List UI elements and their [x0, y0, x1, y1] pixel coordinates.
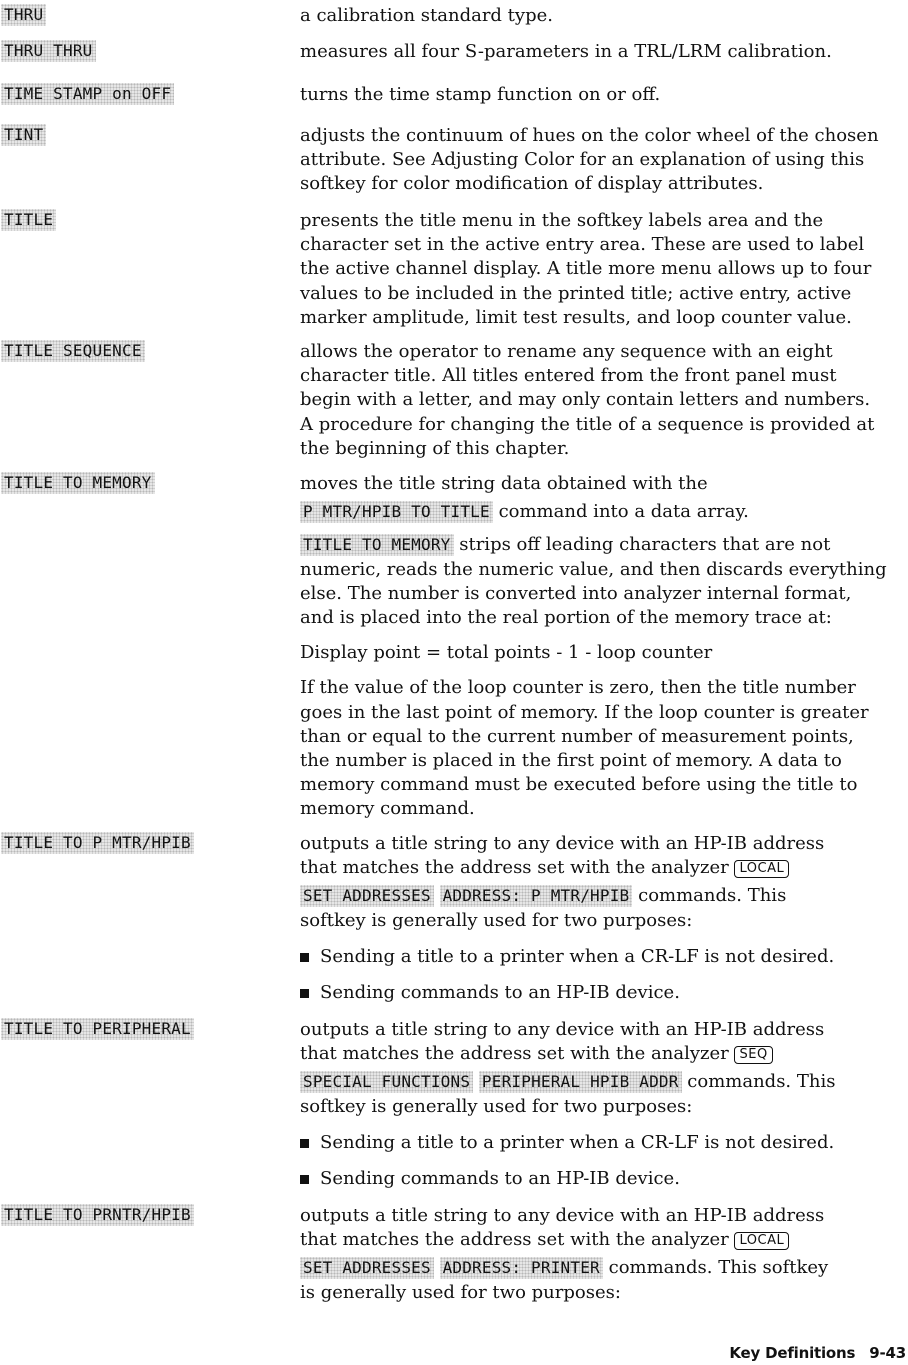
softkey-title: TITLE — [1, 209, 56, 231]
softkey-set-addresses: SET ADDRESSES — [300, 885, 434, 907]
list-item: Sending a title to a printer when a CR-LF is not desired. — [300, 945, 906, 969]
softkey-title-to-memory-inline: TITLE TO MEMORY — [300, 534, 454, 556]
description: presents the title menu in the softkey labels area and the character set in the active entry area. These are used to label the active channel display. A title more menu allows up to four values to be included in the printed title; active entry, active marker amplitude, limit test results, and loop counter value. — [300, 210, 872, 328]
description: outputs a title string to any device with an HP-IB address that matches the address set with the analyzer LOCAL SET ADDRESSES ADDRESS: PRINTER commands. This softkey is generally used for two purposes: — [300, 1205, 829, 1303]
softkey-title-sequence: TITLE SEQUENCE — [1, 340, 145, 362]
softkey-title-to-peripheral: TITLE TO PERIPHERAL — [1, 1018, 194, 1040]
hardkey-local: LOCAL — [734, 1232, 789, 1250]
hardkey-local: LOCAL — [734, 860, 789, 878]
list-item: Sending commands to an HP-IB device. — [300, 1167, 906, 1191]
description: outputs a title string to any device with an HP-IB address that matches the address set with the analyzer LOCAL SET ADDRESSES ADDRESS: P MTR/HPIB commands. This softkey is generally used for two purposes: Sending a title to a printer when a CR-LF is not desired. Sending commands to an HP-IB device. — [300, 832, 906, 1005]
bullet-square-icon — [300, 989, 309, 998]
bullet-square-icon — [300, 953, 309, 962]
list-item: Sending commands to an HP-IB device. — [300, 981, 906, 1005]
softkey-p-mtr-hpib-to-title: P MTR/HPIB TO TITLE — [300, 501, 493, 523]
softkey-set-addresses: SET ADDRESSES — [300, 1257, 434, 1279]
description: outputs a title string to any device with an HP-IB address that matches the address set with the analyzer SEQ SPECIAL FUNCTIONS PERIPHERAL HPIB ADDR commands. This softkey is generally used for two purposes: Sending a title to a printer when a CR-LF is not desired. Sending commands to an HP-IB device. — [300, 1018, 906, 1191]
softkey-peripheral-hpib-addr: PERIPHERAL HPIB ADDR — [479, 1071, 682, 1093]
page-footer — [715, 1344, 906, 1362]
description: measures all four S-parameters in a TRL/LRM calibration. — [300, 41, 832, 62]
footer-section-title: Key Definitions — [729, 1344, 856, 1362]
softkey-title-to-memory: TITLE TO MEMORY — [1, 472, 155, 494]
page-number: 9-43 — [869, 1344, 906, 1362]
softkey-thru-thru: THRU THRU — [1, 40, 96, 62]
softkey-time-stamp: TIME STAMP on OFF — [1, 83, 174, 105]
softkey-title-to-prntr-hpib: TITLE TO PRNTR/HPIB — [1, 1204, 194, 1226]
softkey-thru: THRU — [1, 4, 46, 26]
hardkey-seq: SEQ — [734, 1046, 772, 1064]
softkey-address-printer: ADDRESS: PRINTER — [440, 1257, 603, 1279]
description: a calibration standard type. — [300, 5, 553, 26]
description: allows the operator to rename any sequence with an eight character title. All titles entered from the front panel must begin with a letter, and may only contain letters and numbers. A procedure for changing the title of a sequence is provided at the beginning of this chapter. — [300, 341, 875, 459]
softkey-tint: TINT — [1, 124, 46, 146]
softkey-title-to-p-mtr-hpib: TITLE TO P MTR/HPIB — [1, 832, 194, 854]
list-item: Sending a title to a printer when a CR-LF is not desired. — [300, 1131, 906, 1155]
description: moves the title string data obtained with the P MTR/HPIB TO TITLE command into a data array. TITLE TO MEMORY strips off leading characters that are not numeric, reads the numeric value, and then discards everything else. The number is converted into analyzer internal format, and is placed into the real portion of the memory trace at: Display point = total points - 1 - loop counter If the value of the loop counter is zero, then the title number goes in the last point of memory. If the loop counter is greater than or equal to the current number of measurement points, the number is placed in the first point of memory. A data to memory command must be executed before using the title to memory command. — [300, 473, 887, 820]
softkey-address-p-mtr-hpib: ADDRESS: P MTR/HPIB — [440, 885, 633, 907]
description: turns the time stamp function on or off. — [300, 84, 661, 105]
softkey-special-functions: SPECIAL FUNCTIONS — [300, 1071, 473, 1093]
bullet-square-icon — [300, 1139, 309, 1148]
bullet-square-icon — [300, 1175, 309, 1184]
description: adjusts the continuum of hues on the color wheel of the chosen attribute. See Adjusting Color for an explanation of using this softkey for color modification of display attributes. — [300, 125, 879, 195]
